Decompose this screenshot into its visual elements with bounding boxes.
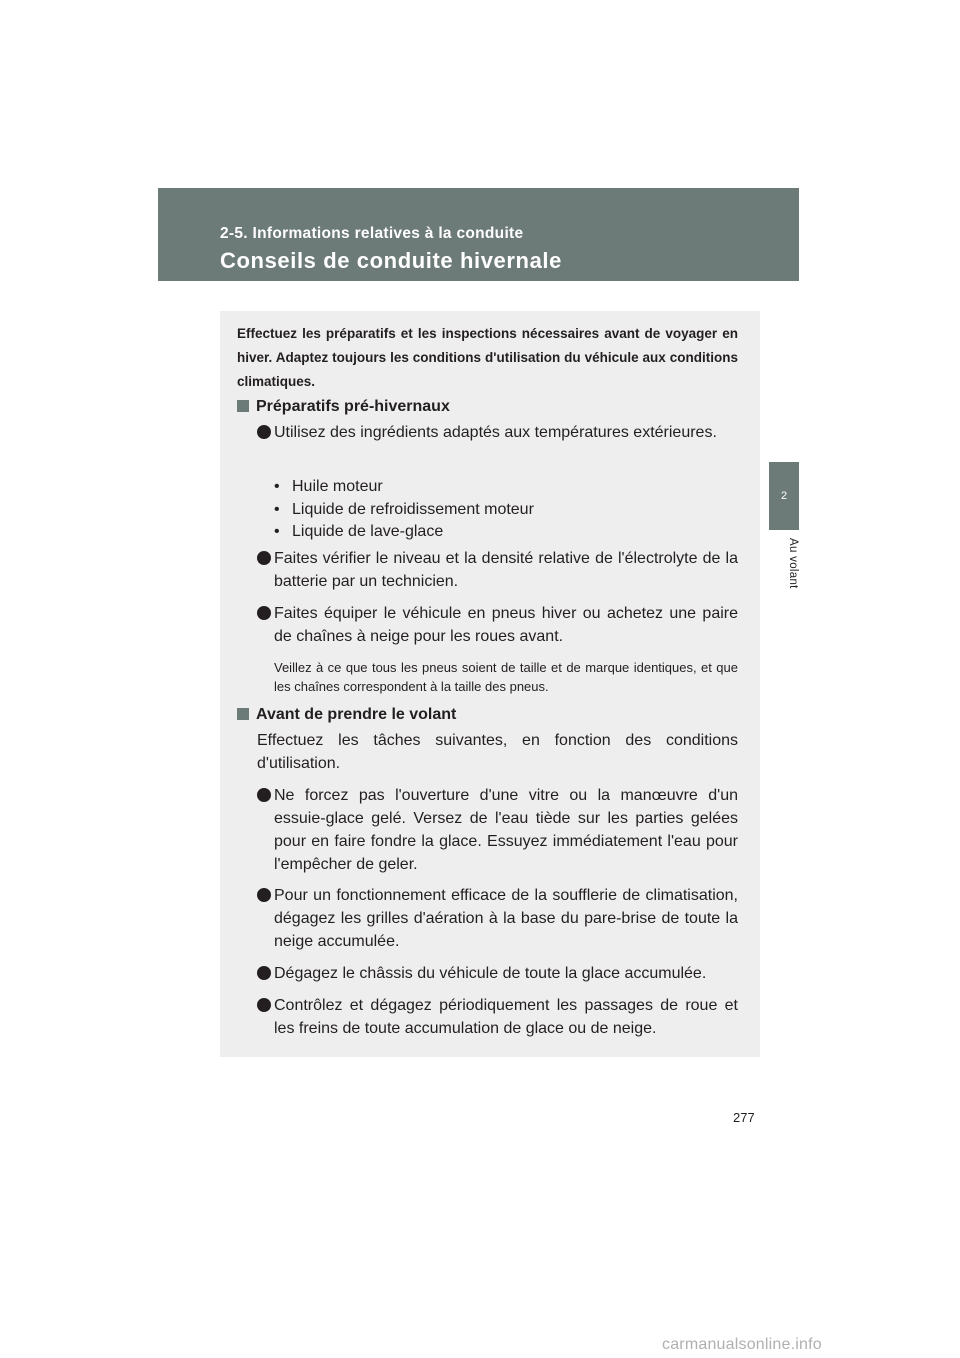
intro-text: Effectuez les préparatifs et les inspections nécessaires avant de voyager en hiver. Adaptez toujours les conditions d'utilisation du véhicule aux conditions climatiques. xyxy=(237,326,738,389)
bullet-dot-icon xyxy=(257,998,271,1012)
list-item xyxy=(257,547,738,593)
list-item xyxy=(257,784,738,876)
small-bullet-icon: • xyxy=(274,523,280,540)
list-item xyxy=(257,994,738,1040)
page-title: Conseils de conduite hivernale xyxy=(220,248,562,273)
section-heading-label: Préparatifs pré-hivernaux xyxy=(256,398,450,415)
bullet-dot-icon xyxy=(257,606,271,620)
section-label: 2-5. Informations relatives à la conduite xyxy=(220,225,524,242)
list-item xyxy=(257,962,738,985)
chapter-number: 2 xyxy=(780,490,788,502)
list-item xyxy=(257,884,738,953)
sub-list-item xyxy=(274,521,443,543)
bullet-dot-icon xyxy=(257,966,271,980)
square-bullet-icon xyxy=(237,708,249,720)
sub-list-item xyxy=(274,476,383,498)
note-text: Veillez à ce que tous les pneus soient de taille et de marque identiques, et que les chaînes correspondent à la taille des pneus. xyxy=(274,660,738,694)
page-number: 277 xyxy=(733,1110,755,1125)
section-heading-label: Avant de prendre le volant xyxy=(256,706,457,723)
small-bullet-icon: • xyxy=(274,501,280,518)
list-item xyxy=(257,602,738,648)
section-header xyxy=(158,188,799,281)
small-bullet-icon: • xyxy=(274,478,280,495)
sub-list-item xyxy=(274,499,534,521)
bullet-dot-icon xyxy=(257,425,271,439)
list-item-text: Pour un fonctionnement efficace de la soufflerie de climatisation, dégagez les grilles d'aération à la base du pare-brise de toute la neige accumulée. xyxy=(274,887,738,950)
list-item-text: Faites équiper le véhicule en pneus hiver ou achetez une paire de chaînes à neige pour les roues avant. xyxy=(274,605,738,645)
list-item-text: Ne forcez pas l'ouverture d'une vitre ou la manœuvre d'un essuie-glace gelé. Versez de l'eau tiède sur les parties gelées pour en faire fondre la glace. Essuyez immédiatement l'eau pour l'empêcher de geler. xyxy=(274,787,738,873)
watermark: carmanualsonline.info xyxy=(662,1336,822,1353)
sub-list-item-text: Liquide de lave-glace xyxy=(292,523,444,540)
bullet-dot-icon xyxy=(257,888,271,902)
list-item-text: Dégagez le châssis du véhicule de toute la glace accumulée. xyxy=(274,965,707,982)
sub-list-item-text: Liquide de refroidissement moteur xyxy=(292,501,534,518)
square-bullet-icon xyxy=(237,400,249,412)
sub-list-item-text: Huile moteur xyxy=(292,478,383,495)
list-item xyxy=(257,421,738,444)
list-item-text: Utilisez des ingrédients adaptés aux températures extérieures. xyxy=(274,424,717,441)
section-heading xyxy=(237,396,450,418)
chapter-tab xyxy=(769,462,799,530)
bullet-dot-icon xyxy=(257,788,271,802)
section-intro-text: Effectuez les tâches suivantes, en fonction des conditions d'utilisation. xyxy=(257,732,738,772)
bullet-dot-icon xyxy=(257,551,271,565)
list-item-text: Faites vérifier le niveau et la densité relative de l'électrolyte de la batterie par un technicien. xyxy=(274,550,738,590)
list-item-text: Contrôlez et dégagez périodiquement les passages de roue et les freins de toute accumulation de glace ou de neige. xyxy=(274,997,738,1037)
section-heading xyxy=(237,704,456,726)
chapter-label: Au volant xyxy=(787,538,799,589)
